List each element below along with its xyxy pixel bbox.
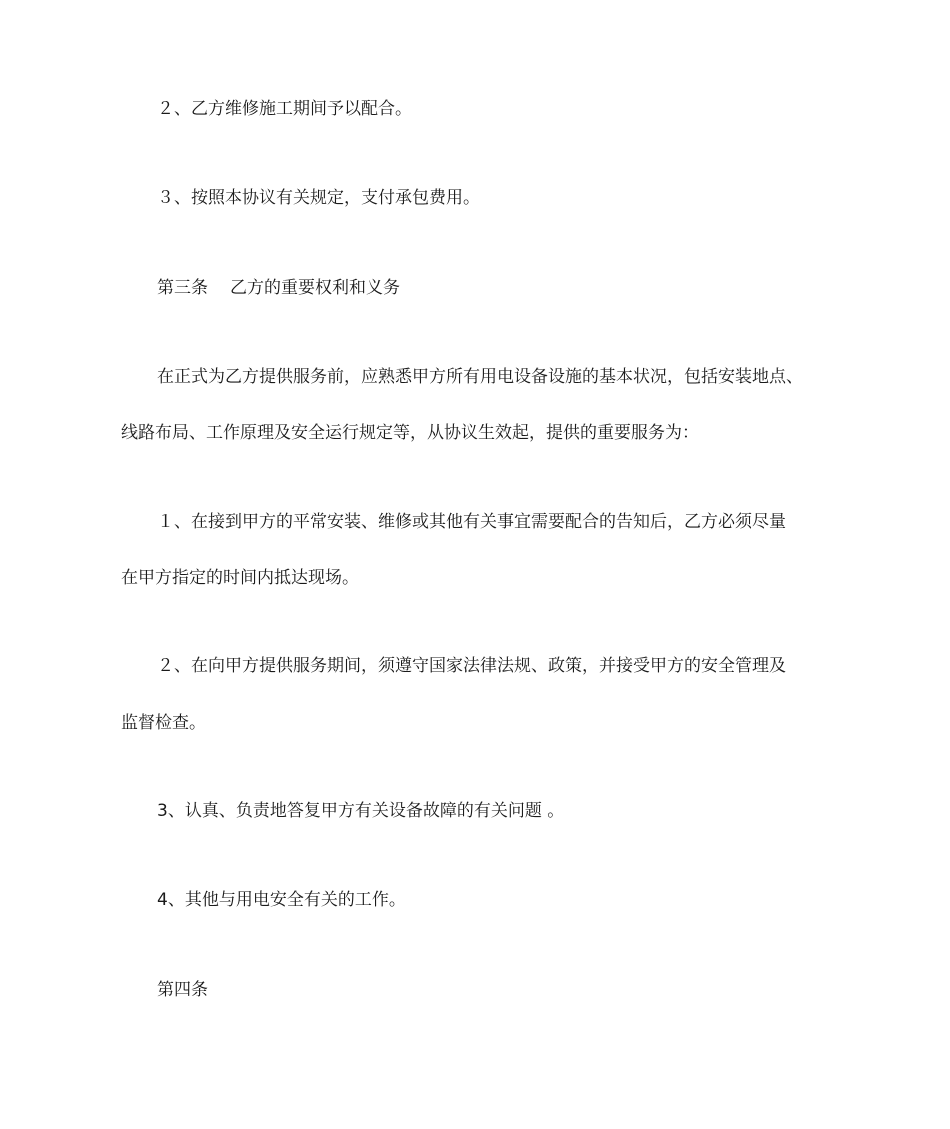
paragraph-text: １、在接到甲方的平常安装、维修或其他有关事宜需要配合的告知后，乙方必须尽量 [157, 512, 786, 532]
paragraph-text: 线路布局、工作原理及安全运行规定等，从协议生效起，提供的重要服务为： [121, 423, 699, 443]
paragraph-party-a-item-3 [157, 186, 480, 210]
article-number: 第三条 [157, 278, 208, 298]
paragraph-service-2-line-2 [121, 711, 206, 735]
paragraph-text: 在正式为乙方提供服务前，应熟悉甲方所有用电设备设施的基本状况，包括安装地点、 [157, 367, 803, 387]
article-number: 第四条 [157, 980, 208, 1000]
paragraph-service-4 [157, 888, 406, 912]
article-title: 乙方的重要权利和义务 [230, 278, 400, 298]
paragraph-service-1-line-1 [157, 510, 786, 534]
paragraph-text: ２、在向甲方提供服务期间，须遵守国家法律法规、政策，并接受甲方的安全管理及 [157, 656, 786, 676]
paragraph-service-3 [157, 799, 564, 823]
paragraph-service-2-line-1 [157, 654, 786, 678]
paragraph-service-1-line-2 [121, 566, 359, 590]
article-three-heading [157, 276, 400, 300]
paragraph-text: 在甲方指定的时间内抵达现场。 [121, 568, 359, 588]
paragraph-text: ２、乙方维修施工期间予以配合。 [157, 99, 412, 119]
paragraph-party-a-item-2 [157, 97, 412, 121]
paragraph-intro-line-1 [157, 365, 803, 389]
paragraph-text: 监督检查。 [121, 713, 206, 733]
paragraph-text: 4、其他与用电安全有关的工作。 [157, 890, 406, 910]
paragraph-text: 3、认真、负责地答复甲方有关设备故障的有关问题 。 [157, 801, 565, 821]
article-four-heading [157, 978, 208, 1002]
paragraph-intro-line-2 [121, 421, 699, 445]
paragraph-text: ３、按照本协议有关规定，支付承包费用。 [157, 188, 480, 208]
